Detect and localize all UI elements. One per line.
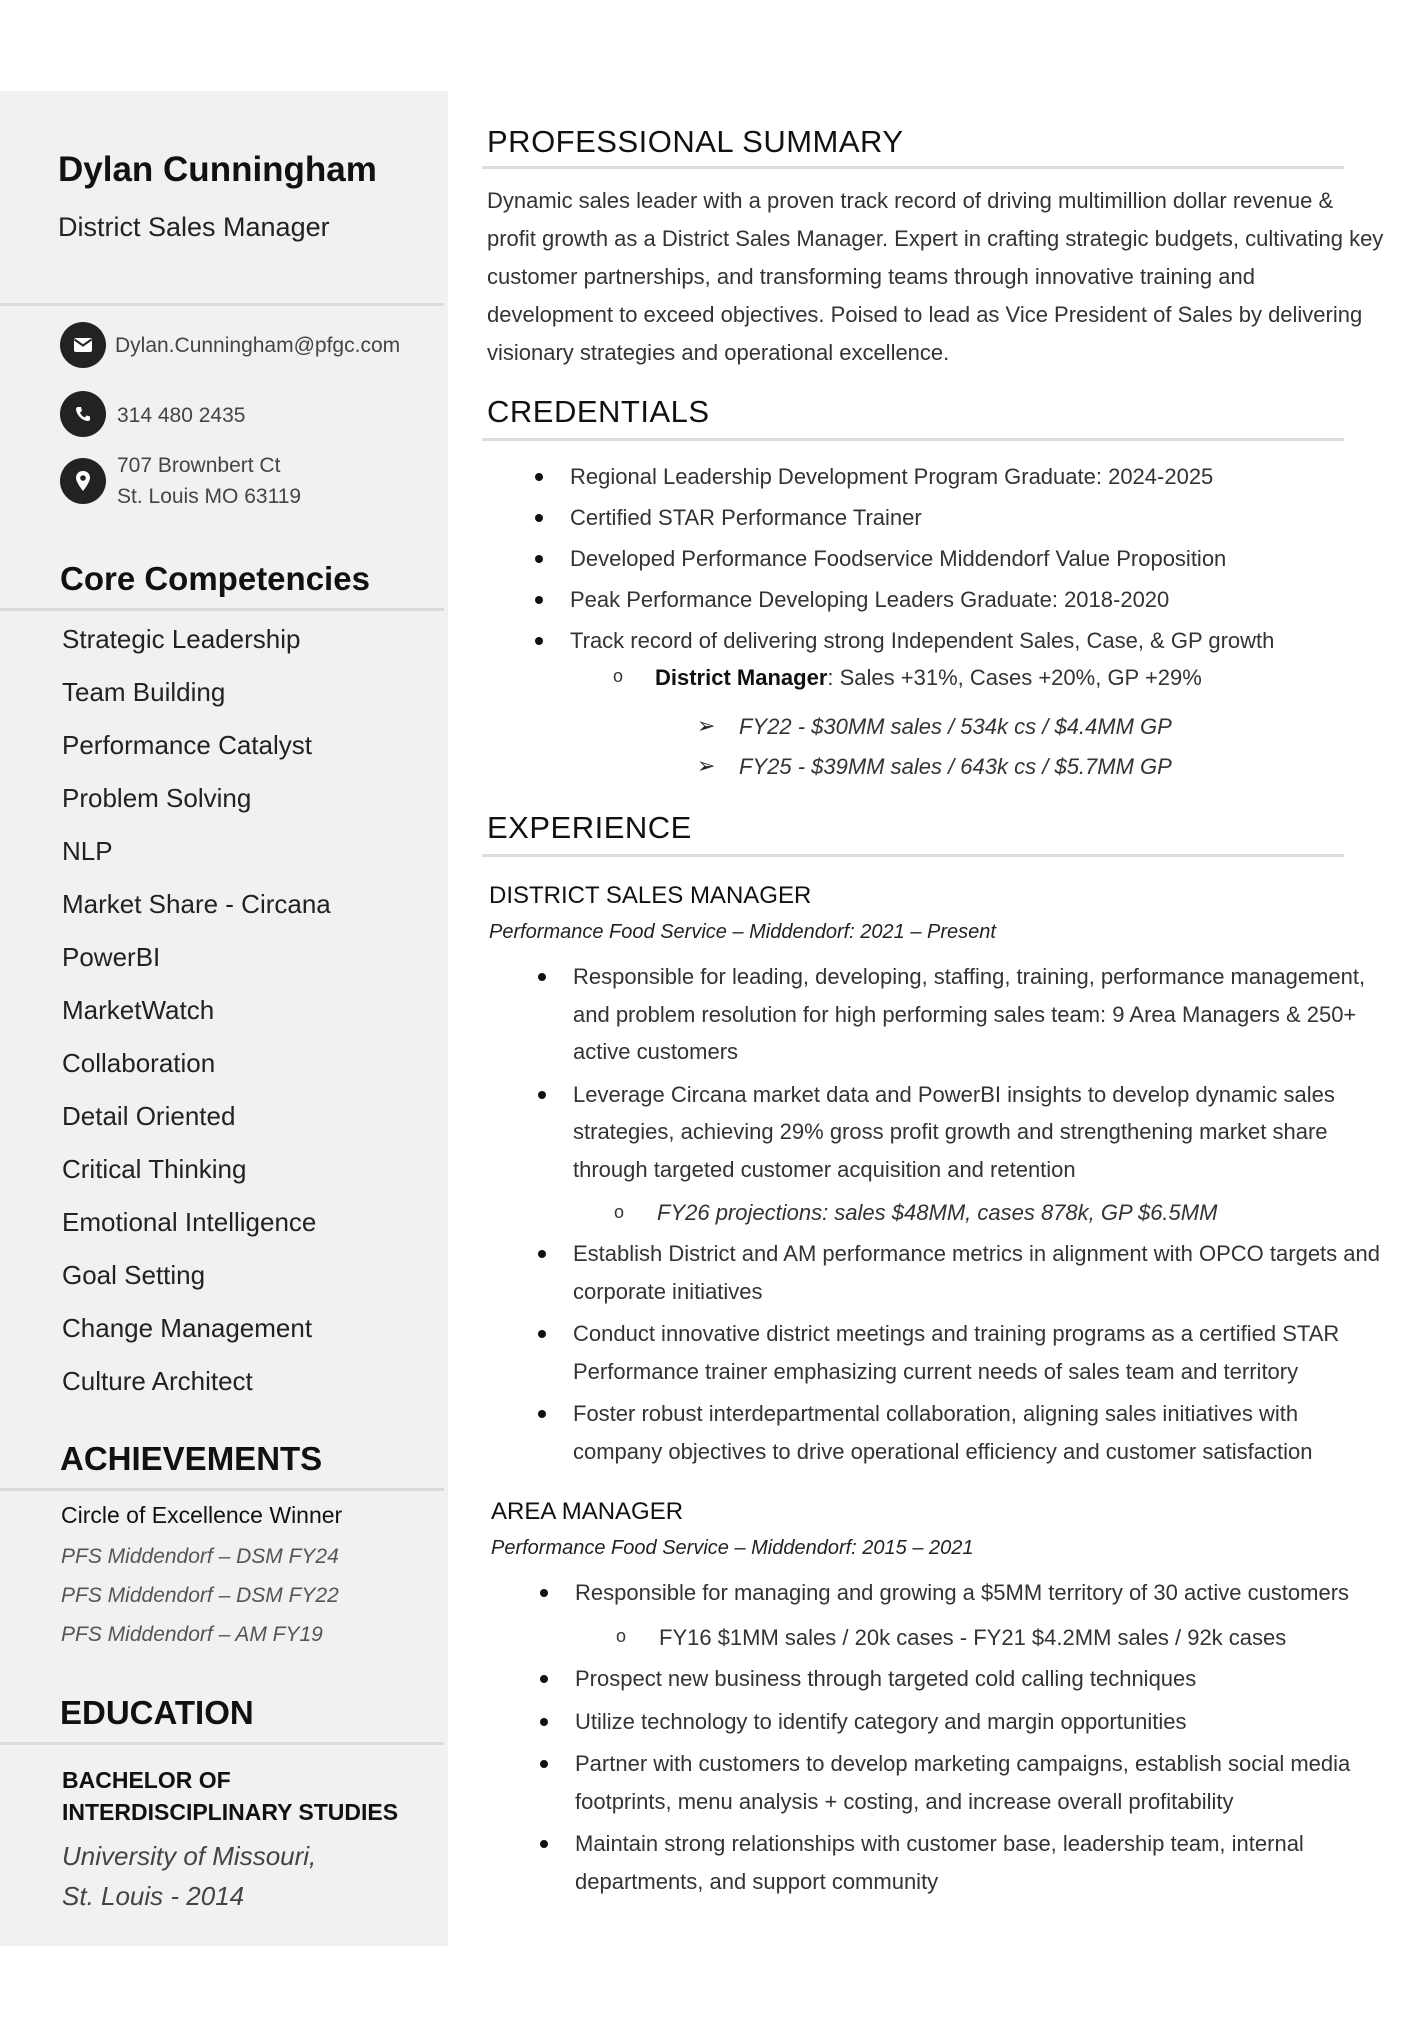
- job-bullet: Foster robust interdepartmental collaboration, aligning sales initiatives with company objectives to drive operational efficiency and customer satisfaction: [573, 1395, 1393, 1470]
- credentials-divider: [482, 438, 1344, 441]
- competency-item: Change Management: [62, 1313, 313, 1343]
- arrow-bullet-icon: ➢: [697, 713, 716, 738]
- email-link[interactable]: Dylan.Cunningham@pfgc.com: [115, 334, 401, 357]
- job-bullet: Prospect new business through targeted cold calling techniques: [575, 1660, 1405, 1698]
- credentials-list: [570, 456, 1274, 661]
- phone-icon: [60, 391, 106, 437]
- competency-item: Strategic Leadership: [62, 624, 301, 654]
- job-bullet: Maintain strong relationships with customer base, leadership team, internal departments, and support community: [575, 1825, 1405, 1900]
- credential-item: Peak Performance Developing Leaders Graduate: 2018-2020: [570, 579, 1274, 620]
- arrow-bullet-icon: ➢: [697, 753, 716, 778]
- phone-number: 314 480 2435: [117, 404, 246, 427]
- achievement-item: PFS Middendorf – DSM FY24: [61, 1545, 339, 1568]
- credentials-heading: CREDENTIALS: [487, 394, 710, 429]
- credential-item: Certified STAR Performance Trainer: [570, 497, 1274, 538]
- job-bullet: Partner with customers to develop marketing campaigns, establish social media footprints, menu analysis + costing, and increase overall profitability: [575, 1745, 1405, 1820]
- competency-item: Team Building: [62, 677, 226, 707]
- address-line-2: St. Louis MO 63119: [117, 485, 302, 508]
- competency-item: Problem Solving: [62, 783, 252, 813]
- job-bullet: Establish District and AM performance metrics in alignment with OPCO targets and corporate initiatives: [573, 1235, 1393, 1310]
- competency-item: Goal Setting: [62, 1260, 206, 1290]
- job-meta: Performance Food Service – Middendorf: 2021 – Present: [489, 921, 996, 943]
- competency-item: NLP: [62, 836, 113, 866]
- achievement-title: Circle of Excellence Winner: [61, 1502, 343, 1528]
- district-manager-growth: [655, 665, 1202, 691]
- location-icon: [60, 458, 106, 504]
- fy-line: FY22 - $30MM sales / 534k cs / $4.4MM GP: [739, 714, 1172, 739]
- competency-item: MarketWatch: [62, 995, 215, 1025]
- competency-item: Collaboration: [62, 1048, 216, 1078]
- competencies-list: [62, 617, 331, 1412]
- education-degree: BACHELOR OF INTERDISCIPLINARY STUDIES: [62, 1767, 399, 1825]
- education-school-line-1: University of Missouri,: [62, 1841, 317, 1871]
- education-divider: [0, 1742, 444, 1745]
- job-bullets: [575, 1574, 1405, 1617]
- sub-bullet-circle: o: [616, 1626, 627, 1646]
- sidebar-divider: [0, 303, 444, 306]
- competency-item: Culture Architect: [62, 1366, 253, 1396]
- job-sub-bullet: FY16 $1MM sales / 20k cases - FY21 $4.2MM sales / 92k cases: [659, 1625, 1287, 1650]
- competency-item: Critical Thinking: [62, 1154, 247, 1184]
- competencies-heading: Core Competencies: [60, 560, 370, 597]
- address-line-1: 707 Brownbert Ct: [117, 454, 281, 477]
- job-bullet: Responsible for managing and growing a $5MM territory of 30 active customers: [575, 1574, 1405, 1612]
- summary-divider: [482, 166, 1344, 169]
- district-manager-label: District Manager: [655, 665, 828, 690]
- job-bullets: [573, 1235, 1393, 1475]
- district-manager-stats: : Sales +31%, Cases +20%, GP +29%: [827, 665, 1202, 690]
- fy-line: FY25 - $39MM sales / 643k cs / $5.7MM GP: [739, 754, 1172, 779]
- competencies-divider: [0, 608, 444, 611]
- job-sub-bullet: FY26 projections: sales $48MM, cases 878k, GP $6.5MM: [657, 1200, 1218, 1225]
- competency-item: Emotional Intelligence: [62, 1207, 317, 1237]
- job-title: DISTRICT SALES MANAGER: [489, 882, 812, 909]
- competency-item: Performance Catalyst: [62, 730, 312, 760]
- candidate-role: District Sales Manager: [58, 212, 330, 242]
- experience-divider: [482, 854, 1344, 857]
- achievements-divider: [0, 1488, 444, 1491]
- summary-heading: PROFESSIONAL SUMMARY: [487, 124, 904, 159]
- competency-item: PowerBI: [62, 942, 161, 972]
- competency-item: Market Share - Circana: [62, 889, 331, 919]
- experience-heading: EXPERIENCE: [487, 810, 692, 845]
- candidate-name: Dylan Cunningham: [58, 150, 377, 189]
- credential-item: Regional Leadership Development Program Graduate: 2024-2025: [570, 456, 1274, 497]
- job-bullets: [573, 958, 1393, 1193]
- achievement-item: PFS Middendorf – AM FY19: [61, 1623, 323, 1646]
- job-bullets: [575, 1660, 1405, 1905]
- email-icon: [60, 322, 106, 368]
- sub-bullet-circle: o: [614, 1202, 625, 1222]
- education-heading: EDUCATION: [60, 1694, 254, 1731]
- job-bullet: Utilize technology to identify category and margin opportunities: [575, 1703, 1405, 1741]
- sub-bullet-circle: o: [613, 666, 624, 686]
- summary-text: Dynamic sales leader with a proven track record of driving multimillion dollar revenue & profit growth as a District Sales Manager. Expert in crafting strategic budgets, cultivating key customer partnerships, and transforming teams through innovative training and development to exceed objectives. Poised to lead as Vice President of Sales by delivering visionary strategies and operational excellence.: [487, 188, 1384, 365]
- job-bullet: Leverage Circana market data and PowerBI insights to develop dynamic sales strategies, achieving 29% gross profit growth and strengthening market share through targeted customer acquisition and retention: [573, 1076, 1393, 1189]
- competency-item: Detail Oriented: [62, 1101, 236, 1131]
- education-school: [62, 1836, 316, 1916]
- credential-item: Developed Performance Foodservice Middendorf Value Proposition: [570, 538, 1274, 579]
- job-title: AREA MANAGER: [491, 1498, 684, 1525]
- job-bullet: Conduct innovative district meetings and training programs as a certified STAR Performance trainer emphasizing current needs of sales team and territory: [573, 1315, 1393, 1390]
- job-bullet: Responsible for leading, developing, staffing, training, performance management, and problem resolution for high performing sales team: 9 Area Managers & 250+ active customers: [573, 958, 1393, 1071]
- credential-item: Track record of delivering strong Independent Sales, Case, & GP growth: [570, 620, 1274, 661]
- achievement-item: PFS Middendorf – DSM FY22: [61, 1584, 339, 1607]
- education-school-line-2: St. Louis - 2014: [62, 1881, 245, 1911]
- achievements-heading: ACHIEVEMENTS: [60, 1440, 323, 1477]
- job-meta: Performance Food Service – Middendorf: 2015 – 2021: [491, 1537, 974, 1559]
